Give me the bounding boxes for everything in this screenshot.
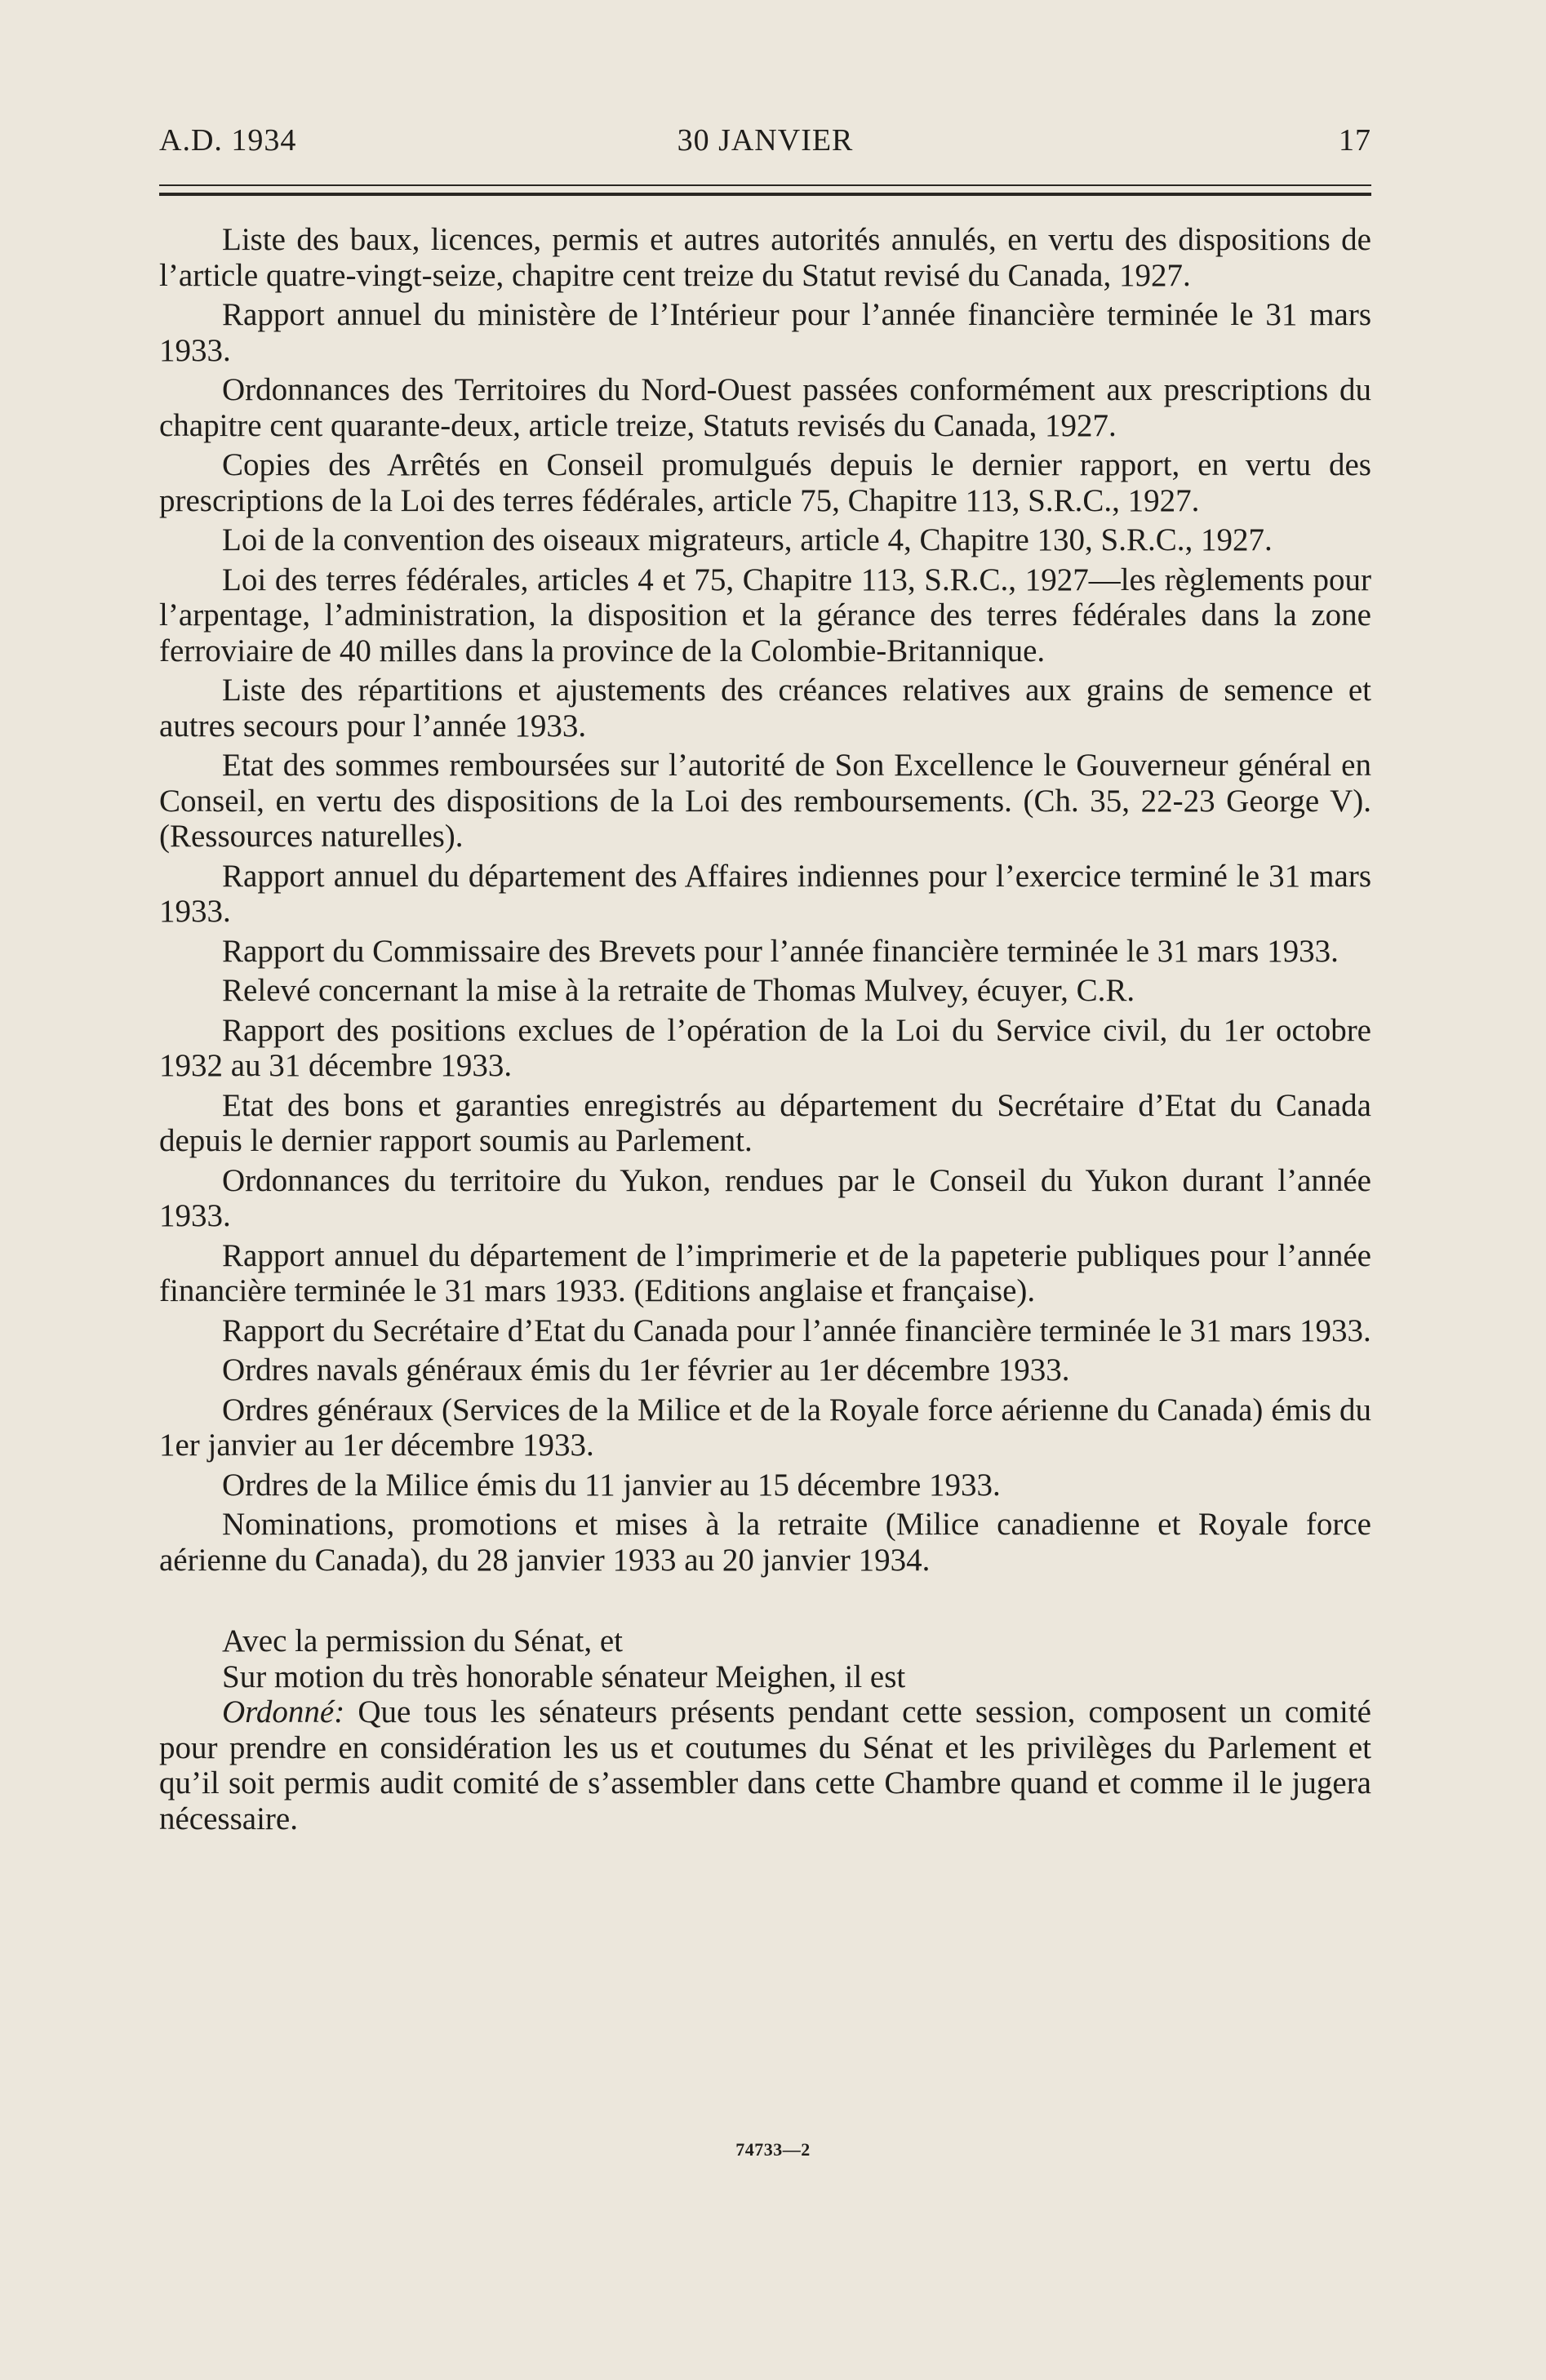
paragraph: Nominations, promotions et mises à la retraite (Milice canadienne et Royale force aérienne du Canada), du 28 janvier 1933 au 20 janvier 1934. [159,1507,1371,1578]
paragraph: Etat des bons et garanties enregistrés au département du Secrétaire d’Etat du Canada depuis le dernier rapport soumis au Parlement. [159,1087,1371,1158]
paragraph: Ordonnances des Territoires du Nord-Ouest passées conformément aux prescriptions du chapitre cent quarante-deux, article treize, Statuts revisés du Canada, 1927. [159,372,1371,443]
paragraph: Etat des sommes remboursées sur l’autorité de Son Excellence le Gouverneur général en Conseil, en vertu des dispositions de la Loi des remboursements. (Ch. 35, 22-23 George V). (Ressources naturelles). [159,748,1371,854]
header-rule-thin [159,184,1371,186]
paragraph: Ordonnances du territoire du Yukon, rendues par le Conseil du Yukon durant l’année 1933. [159,1162,1371,1233]
running-header [159,122,1371,165]
paragraph: Rapport du Commissaire des Brevets pour l’année financière terminée le 31 mars 1933. [222,933,1339,969]
header-rule-thick [159,193,1371,196]
motion-order [159,1694,1371,1836]
paragraph: Loi des terres fédérales, articles 4 et 75, Chapitre 113, S.R.C., 1927—les règlements pour l’arpentage, l’administration, la disposition et la gérance des terres fédérales dans la zone ferroviaire de 40 milles dans la province de la Colombie-Britannique. [159,562,1371,668]
motion-block [159,1623,1371,1836]
paragraph: Liste des baux, licences, permis et autres autorités annulés, en vertu des dispositions de l’article quatre-vingt-seize, chapitre cent treize du Statut revisé du Canada, 1927. [159,222,1371,293]
document-body [159,222,1371,1836]
header-year: A.D. 1934 [159,123,297,158]
paragraph: Rapport du Secrétaire d’Etat du Canada pour l’année financière terminée le 31 mars 1933. [222,1312,1371,1348]
header-date: 30 JANVIER [677,123,854,158]
paragraph: Rapport annuel du ministère de l’Intérieur pour l’année financière terminée le 31 mars 1933. [159,297,1371,368]
paragraph: Relevé concernant la mise à la retraite de Thomas Mulvey, écuyer, C.R. [222,973,1135,1008]
paragraph: Rapport annuel du département des Affaires indiennes pour l’exercice terminé le 31 mars 1933. [159,858,1371,929]
paragraph: Rapport annuel du département de l’imprimerie et de la papeterie publiques pour l’année financière terminée le 31 mars 1933. (Editions anglaise et française). [159,1237,1371,1308]
motion-permission: Avec la permission du Sénat, et [222,1623,623,1658]
paragraph: Loi de la convention des oiseaux migrateurs, article 4, Chapitre 130, S.R.C., 1927. [222,522,1273,557]
paragraph: Liste des répartitions et ajustements des créances relatives aux grains de semence et autres secours pour l’année 1933. [159,673,1371,744]
paragraph: Ordres généraux (Services de la Milice et de la Royale force aérienne du Canada) émis du 1er janvier au 1er décembre 1933. [159,1392,1371,1463]
paragraph: Ordres de la Milice émis du 11 janvier au 15 décembre 1933. [222,1467,1001,1503]
printer-signature: 74733—2 [735,2139,811,2160]
paragraph: Copies des Arrêtés en Conseil promulgués depuis le dernier rapport, en vertu des prescriptions de la Loi des terres fédérales, article 75, Chapitre 113, S.R.C., 1927. [159,447,1371,518]
page-number: 17 [1339,123,1371,158]
paragraph: Rapport des positions exclues de l’opération de la Loi du Service civil, du 1er octobre 1932 au 31 décembre 1933. [159,1012,1371,1083]
paragraph: Ordres navals généraux émis du 1er février au 1er décembre 1933. [222,1352,1070,1388]
order-text: Que tous les sénateurs présents pendant cette session, composent un comité pour prendre en considération les us et coutumes du Sénat et les privilèges du Parlement et qu’il soit permis audit comité de s’assembler dans cette Chambre quand et comme il le jugera nécessaire. [159,1694,1371,1836]
order-label: Ordonné: [222,1694,345,1729]
motion-mover: Sur motion du très honorable sénateur Meighen, il est [222,1658,906,1694]
